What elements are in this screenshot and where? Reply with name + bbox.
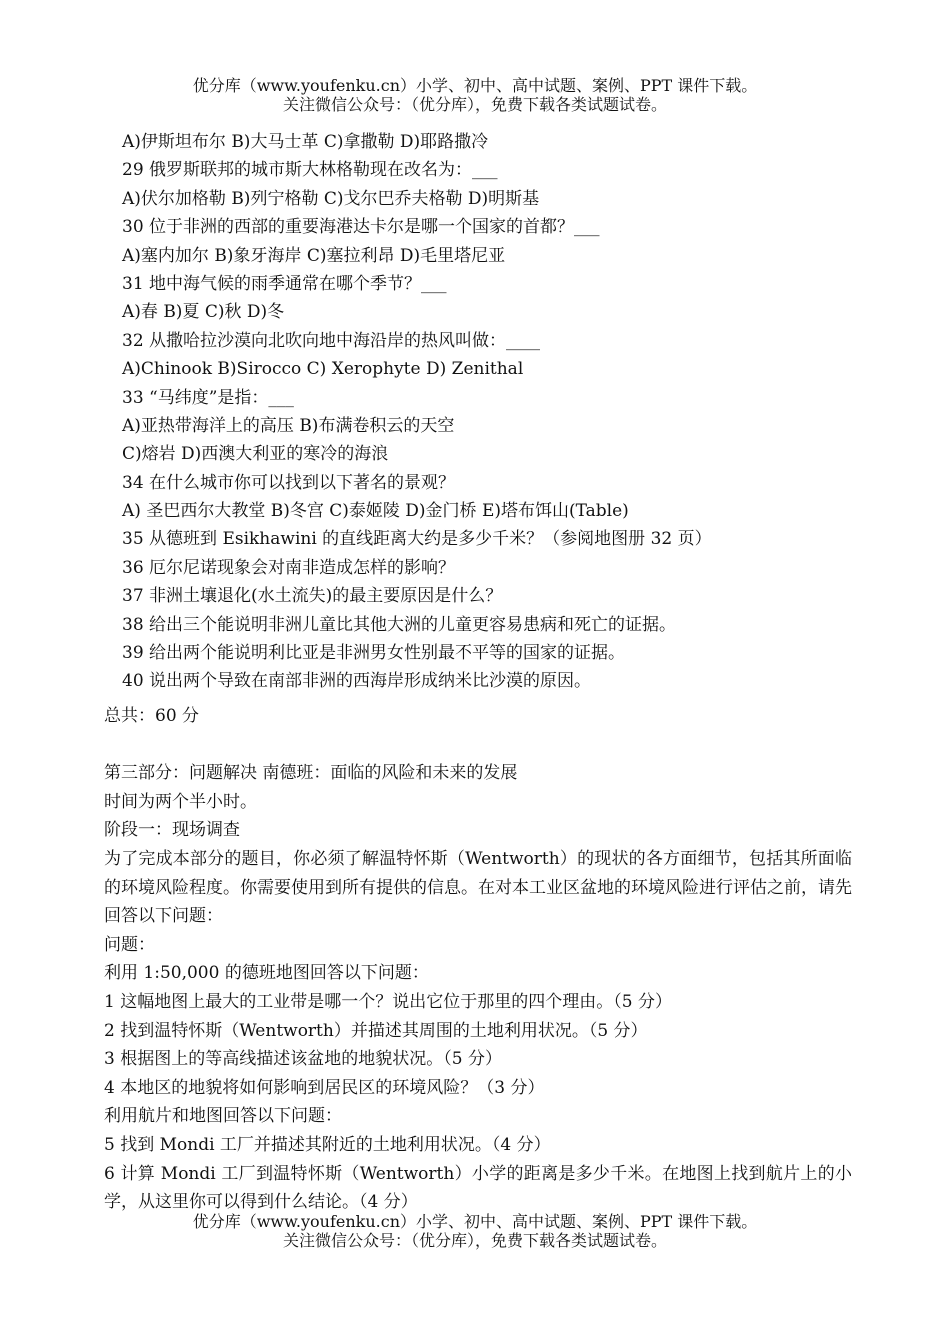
question-line: 39 给出两个能说明利比亚是非洲男女性别最不平等的国家的证据。 bbox=[122, 643, 626, 664]
question-line: A)亚热带海洋上的高压 B)布满卷积云的天空 bbox=[122, 415, 455, 436]
page-header bbox=[0, 76, 950, 114]
question-line: A)春 B)夏 C)秋 D)冬 bbox=[122, 302, 285, 323]
question-line: 37 非洲土壤退化(水土流失)的最主要原因是什么？ bbox=[122, 586, 503, 607]
question-line: 31 地中海气候的雨季通常在哪个季节？___ bbox=[122, 273, 447, 294]
question-line: 30 位于非洲的西部的重要海港达卡尔是哪一个国家的首都？___ bbox=[122, 217, 600, 238]
time-note: 时间为两个半小时。 bbox=[104, 791, 257, 812]
intro-paragraph: 为了完成本部分的题目，你必须了解温特怀斯（Wentworth）的现状的各方面细节，包括其所面临的环境风险程度。你需要使用到所有提供的信息。在对本工业区盆地的环境风险进行评估之前，请先回答以下问题： bbox=[104, 848, 852, 927]
task-item: 1 这幅地图上最大的工业带是哪一个？说出它位于那里的四个理由。（5 分） bbox=[104, 991, 672, 1012]
task-item: 5 找到 Mondi 工厂并描述其附近的土地利用状况。（4 分） bbox=[104, 1134, 551, 1155]
task-item: 3 根据图上的等高线描述该盆地的地貌状况。（5 分） bbox=[104, 1049, 502, 1070]
total-score: 总共：60 分 bbox=[104, 706, 200, 726]
aerial-instructions: 利用航片和地图回答以下问题： bbox=[104, 1106, 342, 1127]
question-line: 38 给出三个能说明非洲儿童比其他大洲的儿童更容易患病和死亡的证据。 bbox=[122, 614, 677, 635]
question-line: A)伊斯坦布尔 B)大马士革 C)拿撒勒 D)耶路撒冷 bbox=[122, 132, 489, 152]
question-line: 35 从德班到 Esikhawini 的直线距离大约是多少千米？（参阅地图册 32 页） bbox=[122, 529, 712, 550]
section-title: 第三部分：问题解决 南德班：面临的风险和未来的发展 bbox=[104, 763, 518, 784]
task-item: 4 本地区的地貌将如何影响到居民区的环境风险？（3 分） bbox=[104, 1077, 545, 1098]
question-line: A) 圣巴西尔大教堂 B)冬宫 C)泰姬陵 D)金门桥 E)塔布饵山(Table) bbox=[122, 501, 629, 522]
task-item: 2 找到温特怀斯（Wentworth）并描述其周围的土地利用状况。（5 分） bbox=[104, 1020, 648, 1041]
question-line: 32 从撒哈拉沙漠向北吹向地中海沿岸的热风叫做：____ bbox=[122, 330, 541, 351]
question-line: A)塞内加尔 B)象牙海岸 C)塞拉利昂 D)毛里塔尼亚 bbox=[122, 245, 506, 266]
question-line: A)伏尔加格勒 B)列宁格勒 C)戈尔巴乔夫格勒 D)明斯基 bbox=[122, 188, 540, 209]
question-line: 29 俄罗斯联邦的城市斯大林格勒现在改名为：___ bbox=[122, 160, 498, 181]
task-item: 6 计算 Mondi 工厂到温特怀斯（Wentworth）小学的距离是多少千米。在地图上找到航片上的小学，从这里你可以得到什么结论。（4 分） bbox=[104, 1163, 852, 1213]
stage-heading: 阶段一：现场调查 bbox=[104, 820, 240, 841]
part-three-section bbox=[104, 702, 852, 1217]
footer-line-1: 优分库（www.youfenku.cn）小学、初中、高中试题、案例、PPT 课件下载。 bbox=[192, 1212, 758, 1231]
question-line: 34 在什么城市你可以找到以下著名的景观？ bbox=[122, 472, 456, 493]
header-line-1: 优分库（www.youfenku.cn）小学、初中、高中试题、案例、PPT 课件下载。 bbox=[192, 76, 758, 95]
questions-label: 问题： bbox=[104, 934, 155, 955]
question-line: 40 说出两个导致在南部非洲的西海岸形成纳米比沙漠的原因。 bbox=[122, 671, 592, 692]
question-line: C)熔岩 D)西澳大利亚的寒冷的海浪 bbox=[122, 444, 389, 465]
question-line: A)Chinook B)Sirocco C) Xerophyte D) Zenithal bbox=[122, 359, 524, 380]
blank-line bbox=[104, 731, 852, 760]
question-line: 33 “马纬度”是指：___ bbox=[122, 387, 294, 408]
footer-line-2: 关注微信公众号：（优分库），免费下载各类试题试卷。 bbox=[282, 1231, 667, 1250]
page-footer bbox=[0, 1212, 950, 1250]
question-line: 36 厄尔尼诺现象会对南非造成怎样的影响？ bbox=[122, 557, 456, 578]
question-list bbox=[122, 128, 822, 696]
map-instructions: 利用 1:50,000 的德班地图回答以下问题： bbox=[104, 963, 429, 984]
header-line-2: 关注微信公众号：（优分库），免费下载各类试题试卷。 bbox=[282, 95, 667, 114]
